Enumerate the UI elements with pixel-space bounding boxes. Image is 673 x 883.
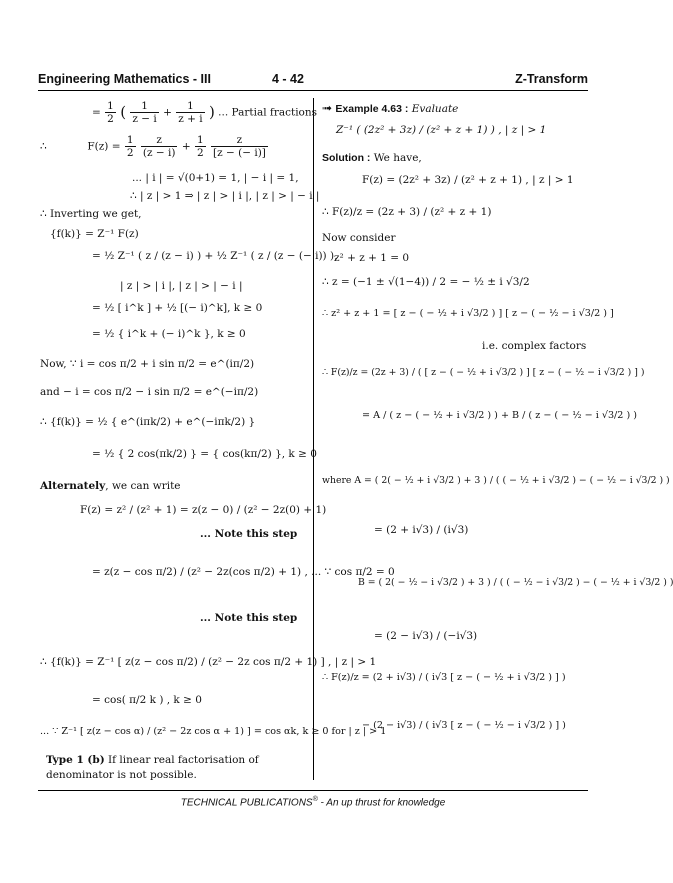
fk-sum: = ½ { i^k + (− i)^k }, k ≥ 0 bbox=[92, 328, 246, 340]
quadratic-roots: ∴ z = (−1 ± √(1−4)) / 2 = − ½ ± i √3/2 bbox=[322, 276, 530, 288]
fk-inverse-cos: ∴ {f(k)} = Z⁻¹ [ z(z − cos π/2) / (z² − 2z cos π/2 + 1) ] , | z | > 1 bbox=[40, 656, 377, 668]
complex-factors-note: i.e. complex factors bbox=[482, 340, 587, 352]
fz-final-2: − (2 − i√3) / ( i√3 [ z − ( − ½ − i √3/2 ) ] ) bbox=[362, 720, 566, 731]
euler-minus-i: and − i = cos π/2 − i sin π/2 = e^(−iπ/2) bbox=[40, 386, 259, 398]
coeff-b-value: = (2 − i√3) / (−i√3) bbox=[374, 630, 478, 642]
type-heading-cont: denominator is not possible. bbox=[46, 769, 197, 781]
inverse-split: = ½ Z⁻¹ ( z / (z − i) ) + ½ Z⁻¹ ( z / (z − (− i)) ), bbox=[92, 250, 338, 262]
example-expression: Z⁻¹ ( (2z² + 3z) / (z² + z + 1) ) , | z | > 1 bbox=[336, 124, 547, 136]
arrow-icon: ➟ bbox=[322, 101, 333, 115]
now-consider: Now consider bbox=[322, 232, 396, 244]
fk-result: = cos( π/2 k ) , k ≥ 0 bbox=[92, 694, 202, 706]
partial-ab: = A / ( z − ( − ½ + i √3/2 ) ) + B / ( z − ( − ½ − i √3/2 ) ) bbox=[362, 410, 637, 421]
roc-note: ∴ | z | > 1 ⇒ | z | > | i |, | z | > | − i | bbox=[130, 190, 320, 202]
fz-rewrite: F(z) = z² / (z² + 1) = z(z − 0) / (z² − 2z(0) + 1) bbox=[80, 504, 327, 516]
fz-over-z: ∴ F(z)/z = (2z + 3) / (z² + z + 1) bbox=[322, 206, 492, 218]
fk-definition: {f(k)} = Z⁻¹ F(z) bbox=[50, 228, 139, 240]
fz-final-1: ∴ F(z)/z = (2 + i√3) / ( i√3 [ z − ( − ½ + i √3/2 ) ] ) bbox=[322, 672, 566, 683]
modulus-note: ... | i | = √(0+1) = 1, | − i | = 1, bbox=[132, 172, 299, 184]
inverting-text: ∴ Inverting we get, bbox=[40, 208, 142, 220]
solution-line: Solution : We have, bbox=[322, 152, 422, 164]
footer-rule bbox=[38, 790, 588, 791]
page-number: 4 - 42 bbox=[272, 72, 304, 86]
note-this-step-1: ... Note this step bbox=[200, 528, 298, 540]
quadratic-eq: z² + z + 1 = 0 bbox=[334, 252, 410, 264]
fk-powers: = ½ [ i^k ] + ½ [(− i)^k], k ≥ 0 bbox=[92, 302, 263, 314]
type-heading: Type 1 (b) If linear real factorisation of bbox=[46, 754, 259, 766]
note-partial-fractions: ... Partial fractions bbox=[218, 106, 318, 119]
partial-fraction-line: = $\frac{1}{2}$ ( $\frac{1}{z - i}$ + $\frac{1}{z + i}$ ) ... Partial fractions bbox=[92, 100, 318, 126]
cos-form: = z(z − cos π/2) / (z² − 2z(cos π/2) + 1) , ... ∵ cos π/2 = 0 bbox=[92, 566, 395, 578]
fk-cosine: = ½ { 2 cos(πk/2) } = { cos(kπ/2) }, k ≥ 0 bbox=[92, 448, 317, 460]
page-footer: TECHNICAL PUBLICATIONS® - An up thrust for knowledge bbox=[180, 796, 446, 809]
note-this-step-2: ... Note this step bbox=[200, 612, 298, 624]
example-heading: ➟ Example 4.63 : Evaluate bbox=[322, 101, 459, 115]
roc-condition: | z | > | i |, | z | > | − i | bbox=[120, 280, 243, 292]
book-title: Engineering Mathematics - III bbox=[38, 72, 211, 86]
coeff-a-value: = (2 + i√3) / (i√3) bbox=[374, 524, 469, 536]
alternately-line: Alternately, we can write bbox=[40, 480, 181, 492]
standard-result: ... ∵ Z⁻¹ [ z(z − cos α) / (z² − 2z cos α + 1) ] = cos αk, k ≥ 0 for | z | > 1 bbox=[40, 726, 387, 737]
fz-given: F(z) = (2z² + 3z) / (z² + z + 1) , | z | > 1 bbox=[362, 174, 574, 186]
coeff-a: where A = ( 2( − ½ + i √3/2 ) + 3 ) / ( ( − ½ + i √3/2 ) − ( − ½ − i √3/2 ) ) bbox=[322, 475, 670, 486]
fk-exponential: ∴ {f(k)} = ½ { e^(iπk/2) + e^(−iπk/2) } bbox=[40, 416, 256, 428]
factorisation: ∴ z² + z + 1 = [ z − ( − ½ + i √3/2 ) ] [ z − ( − ½ − i √3/2 ) ] bbox=[322, 308, 614, 319]
fz-partial-line: ∴ F(z) = $\frac{1}{2}$ $\frac{z}{(z - i)}$ + $\frac{1}{2}$ $\frac{z}{[z - (- i)]}$ bbox=[40, 134, 266, 160]
chapter-title: Z-Transform bbox=[515, 72, 588, 86]
header-rule bbox=[38, 90, 588, 91]
fz-factored: ∴ F(z)/z = (2z + 3) / ( [ z − ( − ½ + i √3/2 ) ] [ z − ( − ½ − i √3/2 ) ] ) bbox=[322, 367, 645, 378]
page-header bbox=[38, 72, 588, 88]
euler-i: Now, ∵ i = cos π/2 + i sin π/2 = e^(iπ/2) bbox=[40, 358, 255, 370]
coeff-b: B = ( 2( − ½ − i √3/2 ) + 3 ) / ( ( − ½ − i √3/2 ) − ( − ½ + i √3/2 ) ) bbox=[358, 577, 673, 588]
